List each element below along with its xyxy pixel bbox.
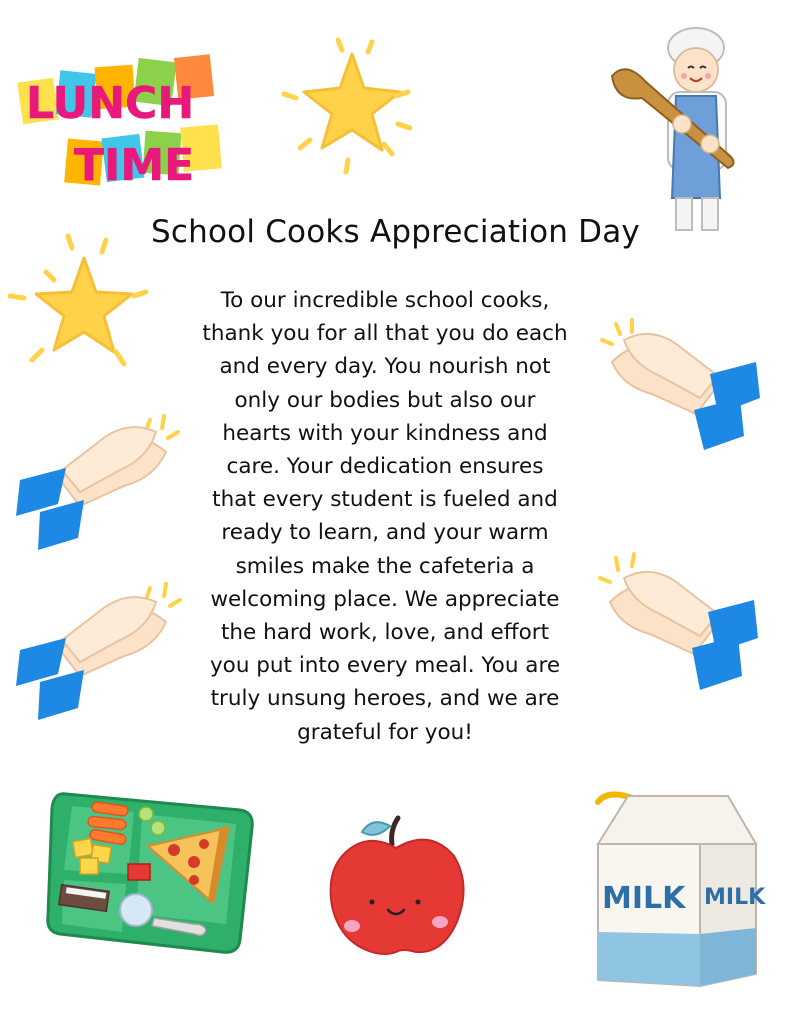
milk-label-side: MILK	[704, 885, 766, 910]
clapping-hands-icon	[14, 412, 184, 552]
message-line: ready to learn, and your warm	[221, 520, 549, 546]
badge-line2: TIME	[74, 140, 195, 191]
message-line: hearts with your kindness and	[222, 420, 548, 446]
clapping-hands-icon	[596, 552, 760, 694]
star-icon	[6, 232, 156, 382]
milk-carton-icon	[588, 784, 764, 990]
milk-label-front: MILK	[602, 881, 686, 916]
message-line: truly unsung heroes, and we are	[210, 686, 560, 712]
page-title: School Cooks Appreciation Day	[151, 214, 640, 250]
message-line: thank you for all that you do each	[202, 321, 568, 347]
message-line: and every day. You nourish not	[219, 354, 551, 380]
badge-line1: LUNCH	[26, 78, 195, 129]
appreciation-message	[170, 284, 600, 749]
message-line: that every student is fueled and	[212, 487, 558, 513]
lunch-tray-icon	[44, 784, 256, 958]
star-icon	[280, 36, 420, 186]
message-line: only our bodies but also our	[234, 387, 536, 413]
lunch-time-badge-icon	[18, 52, 228, 222]
message-line: grateful for you!	[297, 719, 473, 745]
clapping-hands-icon	[598, 318, 760, 456]
clapping-hands-icon	[14, 582, 186, 722]
message-line: To our incredible school cooks,	[220, 288, 550, 313]
message-line: you put into every meal. You are	[209, 653, 561, 679]
apple-icon	[326, 814, 470, 960]
message-line: smiles make the cafeteria a	[235, 553, 535, 579]
message-line: the hard work, love, and effort	[220, 620, 550, 646]
message-line: welcoming place. We appreciate	[210, 586, 560, 612]
cook-icon	[606, 26, 746, 238]
message-line: care. Your dedication ensures	[226, 454, 544, 480]
